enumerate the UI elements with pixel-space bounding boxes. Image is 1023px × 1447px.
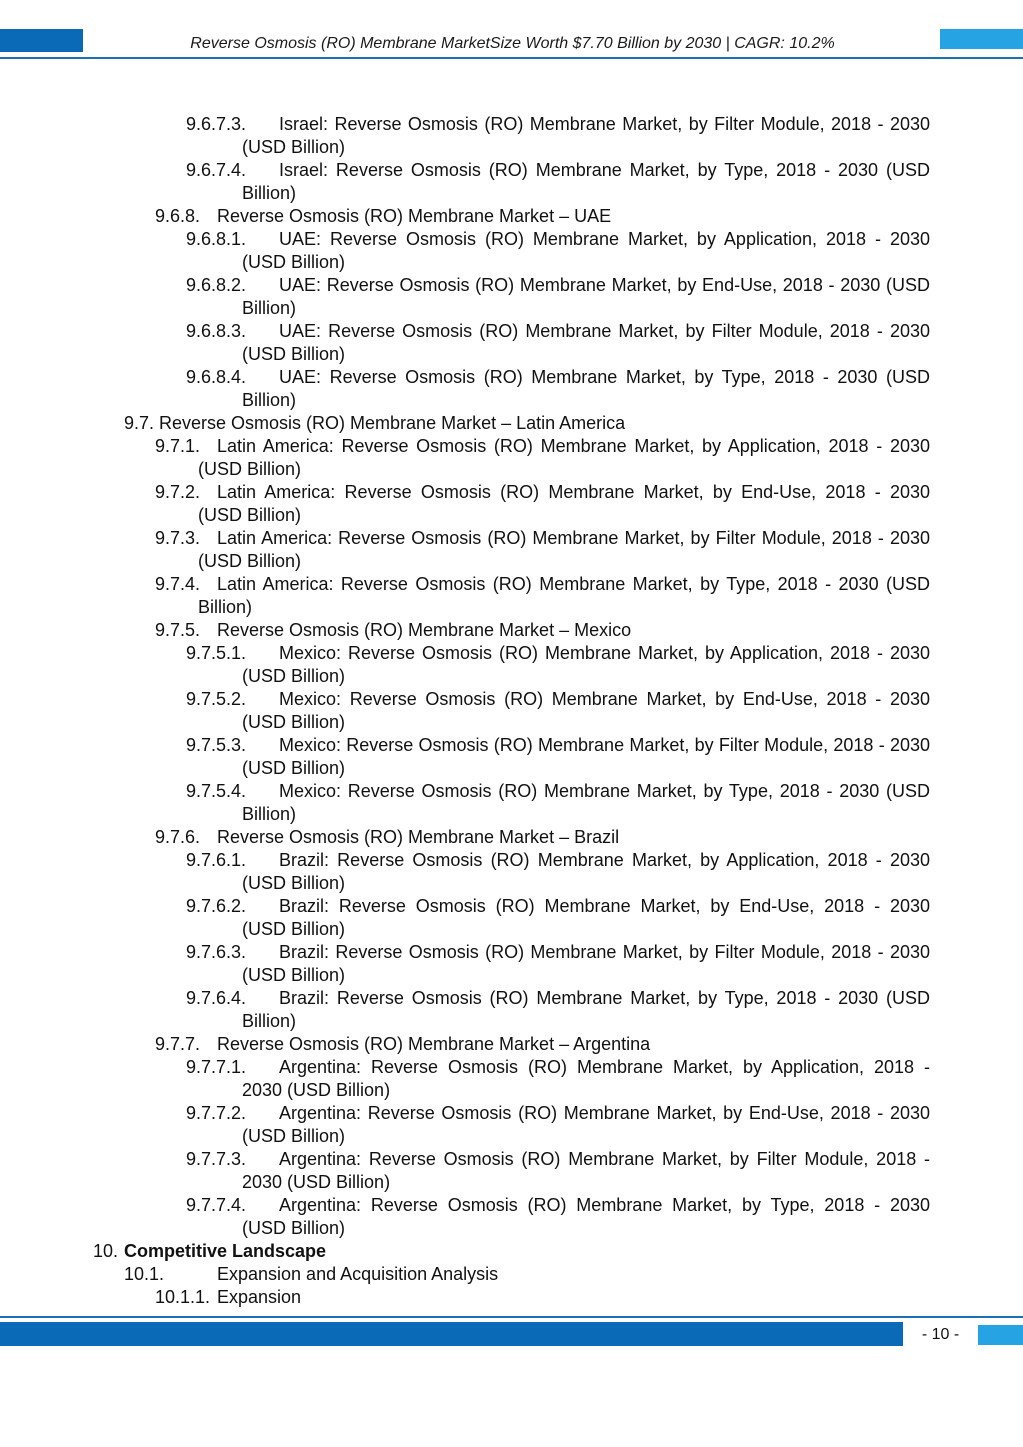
toc-entry-text: Expansion bbox=[217, 1287, 302, 1307]
toc-entry-number: 9.7.7.1. bbox=[186, 1057, 247, 1077]
toc-entry-number: 9.7.5.3. bbox=[186, 735, 247, 755]
toc-entry-text: UAE: Reverse Osmosis (RO) Membrane Market, by Filter Module, 2018 - 2030 (USD Billion) bbox=[242, 321, 930, 364]
footer-accent-right bbox=[978, 1325, 1023, 1345]
toc-entry-number: 9.7.5.1. bbox=[186, 643, 247, 663]
toc-entry-number: 9.7.1. bbox=[155, 436, 201, 456]
toc-entry-text: Argentina: Reverse Osmosis (RO) Membrane Market, by End-Use, 2018 - 2030 (USD Billion) bbox=[242, 1103, 930, 1146]
toc-entry-number: 9.6.7.3. bbox=[186, 114, 247, 134]
toc-entry bbox=[124, 412, 930, 435]
toc-entry-text: Brazil: Reverse Osmosis (RO) Membrane Market, by Filter Module, 2018 - 2030 (USD Billion) bbox=[242, 942, 930, 985]
toc-entry bbox=[186, 1102, 930, 1148]
toc-entry bbox=[155, 481, 930, 527]
toc-entry bbox=[155, 1286, 930, 1309]
toc-entry-number: 9.7.7.4. bbox=[186, 1195, 247, 1215]
toc-entry-text: Reverse Osmosis (RO) Membrane Market – Mexico bbox=[217, 620, 632, 640]
toc-entry-number: 10. bbox=[93, 1241, 119, 1261]
toc-entry-text: Brazil: Reverse Osmosis (RO) Membrane Market, by End-Use, 2018 - 2030 (USD Billion) bbox=[242, 896, 930, 939]
toc-entry bbox=[186, 734, 930, 780]
toc-entry-text: Israel: Reverse Osmosis (RO) Membrane Market, by Filter Module, 2018 - 2030 (USD Billion) bbox=[242, 114, 930, 157]
toc-entry bbox=[155, 1033, 930, 1056]
toc-entry-text: Latin America: Reverse Osmosis (RO) Membrane Market, by Application, 2018 - 2030 (USD Billion) bbox=[198, 436, 930, 479]
toc-entry-text: Argentina: Reverse Osmosis (RO) Membrane Market, by Application, 2018 - 2030 (USD Billion) bbox=[242, 1057, 930, 1100]
toc-entry bbox=[186, 987, 930, 1033]
header-title: Reverse Osmosis (RO) Membrane MarketSize Worth $7.70 Billion by 2030 | CAGR: 10.2% bbox=[190, 35, 835, 52]
toc-entry bbox=[186, 159, 930, 205]
toc-entry-text: Reverse Osmosis (RO) Membrane Market – Argentina bbox=[217, 1034, 651, 1054]
toc-entry-text: Reverse Osmosis (RO) Membrane Market – Brazil bbox=[217, 827, 620, 847]
toc-entry bbox=[186, 849, 930, 895]
table-of-contents bbox=[0, 113, 1023, 1309]
toc-entry-text: UAE: Reverse Osmosis (RO) Membrane Market, by Type, 2018 - 2030 (USD Billion) bbox=[242, 367, 930, 410]
toc-entry-number: 9.7.3. bbox=[155, 528, 201, 548]
header-accent-left bbox=[0, 29, 83, 52]
footer-rule bbox=[0, 1316, 1023, 1318]
toc-entry-text: UAE: Reverse Osmosis (RO) Membrane Market, by Application, 2018 - 2030 (USD Billion) bbox=[242, 229, 930, 272]
toc-entry-number: 9.6.8.3. bbox=[186, 321, 247, 341]
toc-entry-number: 9.7.6. bbox=[155, 827, 201, 847]
toc-entry-text: 9.7. Reverse Osmosis (RO) Membrane Market – Latin America bbox=[124, 413, 626, 433]
toc-entry-number: 9.7.5.4. bbox=[186, 781, 247, 801]
toc-entry-number: 9.6.8.2. bbox=[186, 275, 247, 295]
toc-entry bbox=[186, 274, 930, 320]
toc-entry-number: 9.7.7. bbox=[155, 1034, 201, 1054]
toc-entry-number: 9.7.6.3. bbox=[186, 942, 247, 962]
toc-entry-text: Latin America: Reverse Osmosis (RO) Membrane Market, by Filter Module, 2018 - 2030 (USD Billion) bbox=[198, 528, 930, 571]
toc-entry-text: Mexico: Reverse Osmosis (RO) Membrane Market, by Application, 2018 - 2030 (USD Billion) bbox=[242, 643, 930, 686]
toc-entry-text: Brazil: Reverse Osmosis (RO) Membrane Market, by Application, 2018 - 2030 (USD Billion) bbox=[242, 850, 930, 893]
toc-entry-text: Mexico: Reverse Osmosis (RO) Membrane Market, by Filter Module, 2018 - 2030 (USD Billion) bbox=[242, 735, 930, 778]
toc-entry-text: UAE: Reverse Osmosis (RO) Membrane Market, by End-Use, 2018 - 2030 (USD Billion) bbox=[242, 275, 930, 318]
toc-entry-number: 9.7.4. bbox=[155, 574, 201, 594]
toc-entry-number: 9.6.8. bbox=[155, 206, 201, 226]
toc-entry-number: 9.7.6.4. bbox=[186, 988, 247, 1008]
toc-entry-text: Argentina: Reverse Osmosis (RO) Membrane Market, by Type, 2018 - 2030 (USD Billion) bbox=[242, 1195, 930, 1238]
toc-entry-number: 9.7.7.2. bbox=[186, 1103, 247, 1123]
toc-entry-text: Expansion and Acquisition Analysis bbox=[217, 1264, 499, 1284]
toc-entry-number: 9.7.6.1. bbox=[186, 850, 247, 870]
toc-entry bbox=[186, 1148, 930, 1194]
footer-bar bbox=[0, 1322, 903, 1346]
toc-chapter-heading bbox=[93, 1240, 930, 1263]
toc-entry bbox=[186, 366, 930, 412]
toc-entry bbox=[155, 205, 930, 228]
toc-entry-text: Mexico: Reverse Osmosis (RO) Membrane Market, by End-Use, 2018 - 2030 (USD Billion) bbox=[242, 689, 930, 732]
toc-entry-text: Brazil: Reverse Osmosis (RO) Membrane Market, by Type, 2018 - 2030 (USD Billion) bbox=[242, 988, 930, 1031]
toc-entry bbox=[155, 826, 930, 849]
toc-entry bbox=[155, 435, 930, 481]
toc-entry-number: 10.1. bbox=[124, 1264, 165, 1284]
toc-entry-text: Latin America: Reverse Osmosis (RO) Membrane Market, by End-Use, 2018 - 2030 (USD Billion) bbox=[198, 482, 930, 525]
toc-entry bbox=[186, 895, 930, 941]
toc-entry bbox=[186, 228, 930, 274]
toc-entry bbox=[186, 1194, 930, 1240]
toc-entry-text: Competitive Landscape bbox=[124, 1241, 327, 1261]
toc-entry bbox=[155, 527, 930, 573]
toc-entry-text: Mexico: Reverse Osmosis (RO) Membrane Market, by Type, 2018 - 2030 (USD Billion) bbox=[242, 781, 930, 824]
toc-entry-number: 9.6.7.4. bbox=[186, 160, 247, 180]
toc-entry bbox=[124, 1263, 930, 1286]
toc-entry bbox=[186, 780, 930, 826]
toc-entry-number: 9.7.5. bbox=[155, 620, 201, 640]
toc-entry-number: 9.6.8.1. bbox=[186, 229, 247, 249]
toc-entry-number: 9.7.7.3. bbox=[186, 1149, 247, 1169]
toc-entry-number: 9.7.6.2. bbox=[186, 896, 247, 916]
toc-entry bbox=[186, 113, 930, 159]
toc-entry-text: Israel: Reverse Osmosis (RO) Membrane Market, by Type, 2018 - 2030 (USD Billion) bbox=[242, 160, 930, 203]
toc-entry bbox=[186, 941, 930, 987]
toc-entry-text: Reverse Osmosis (RO) Membrane Market – UAE bbox=[217, 206, 612, 226]
header-accent-right bbox=[940, 29, 1023, 49]
toc-entry-text: Latin America: Reverse Osmosis (RO) Membrane Market, by Type, 2018 - 2030 (USD Billion) bbox=[198, 574, 930, 617]
toc-entry-number: 9.7.5.2. bbox=[186, 689, 247, 709]
toc-entry bbox=[186, 1056, 930, 1102]
toc-entry bbox=[186, 688, 930, 734]
toc-entry-number: 9.6.8.4. bbox=[186, 367, 247, 387]
toc-entry bbox=[186, 320, 930, 366]
header-rule bbox=[0, 57, 1023, 59]
page-number: - 10 - bbox=[921, 1326, 960, 1343]
toc-entry-number: 10.1.1. bbox=[155, 1287, 211, 1307]
toc-entry bbox=[155, 573, 930, 619]
toc-entry-number: 9.7.2. bbox=[155, 482, 201, 502]
toc-entry bbox=[155, 619, 930, 642]
toc-entry-text: Argentina: Reverse Osmosis (RO) Membrane Market, by Filter Module, 2018 - 2030 (USD Billion) bbox=[242, 1149, 930, 1192]
toc-entry bbox=[186, 642, 930, 688]
